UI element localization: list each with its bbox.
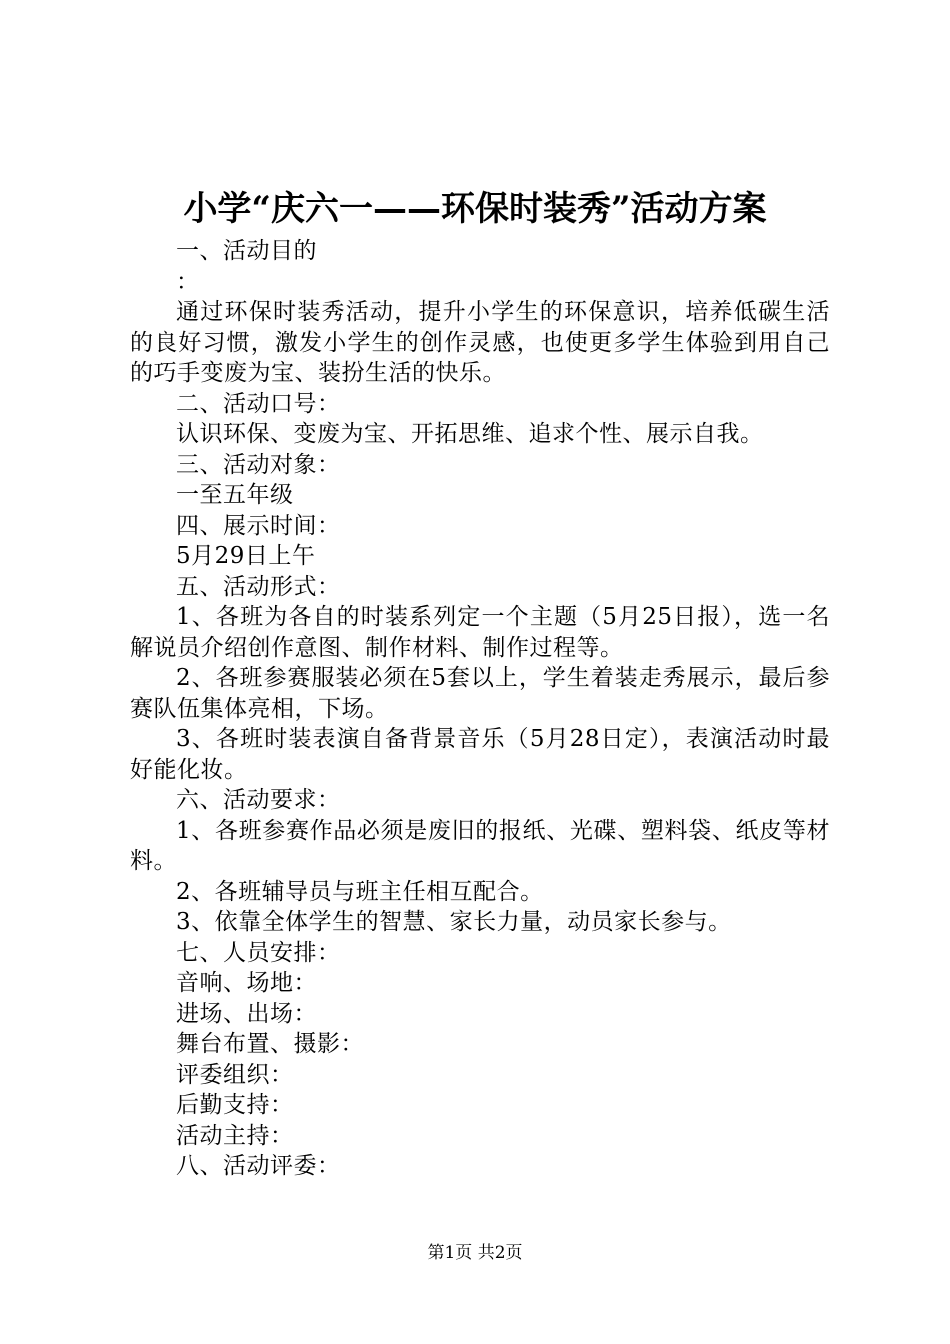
paragraph-requirement-1: 1、各班参赛作品必须是废旧的报纸、光碟、塑料袋、纸皮等材料。 — [130, 817, 830, 874]
paragraph-slogan: 认识环保、变废为宝、开拓思维、追求个性、展示自我。 — [176, 421, 764, 447]
paragraph-colon: ： — [176, 268, 200, 295]
paragraph-format-2: 2、各班参赛服装必须在5套以上，学生着装走秀展示，最后参赛队伍集体亮相，下场。 — [130, 665, 830, 722]
paragraph-staff-stage: 舞台布置、摄影： — [176, 1031, 364, 1057]
document-title: 小学“庆六一——环保时装秀”活动方案 — [183, 189, 767, 229]
section-heading-staff: 七、人员安排： — [176, 939, 341, 966]
paragraph-staff-sound: 音响、场地： — [176, 970, 317, 996]
section-heading-format: 五、活动形式： — [176, 573, 341, 600]
section-heading-time: 四、展示时间： — [176, 512, 341, 539]
paragraph-format-3: 3、各班时装表演自备背景音乐（5月28日定），表演活动时最好能化妆。 — [130, 726, 830, 783]
section-heading-purpose: 一、活动目的 — [176, 238, 317, 264]
section-heading-judges: 八、活动评委： — [176, 1153, 341, 1179]
paragraph-staff-judges: 评委组织： — [176, 1061, 294, 1088]
paragraph-audience: 一至五年级 — [176, 482, 294, 508]
section-heading-slogan: 二、活动口号： — [176, 390, 341, 417]
paragraph-requirement-3: 3、依靠全体学生的智慧、家长力量，动员家长参与。 — [176, 909, 732, 935]
paragraph-format-1: 1、各班为各自的时装系列定一个主题（5月25日报），选一名解说员介绍创作意图、制作材料、制作过程等。 — [130, 604, 830, 661]
document-body — [130, 236, 830, 1182]
paragraph-requirement-2: 2、各班辅导员与班主任相互配合。 — [176, 878, 544, 905]
page-footer: 第1页 共2页 — [427, 1243, 523, 1263]
paragraph-staff-entry: 进场、出场： — [176, 1000, 317, 1027]
paragraph-staff-host: 活动主持： — [176, 1122, 294, 1149]
section-heading-requirements: 六、活动要求： — [176, 787, 341, 813]
paragraph-staff-logistics: 后勤支持： — [176, 1092, 294, 1118]
section-heading-audience: 三、活动对象： — [176, 451, 341, 478]
paragraph-time: 5月29日上午 — [176, 543, 316, 569]
paragraph-purpose: 通过环保时装秀活动，提升小学生的环保意识，培养低碳生活的良好习惯，激发小学生的创作灵感，也使更多学生体验到用自己的巧手变废为宝、装扮生活的快乐。 — [130, 299, 830, 386]
